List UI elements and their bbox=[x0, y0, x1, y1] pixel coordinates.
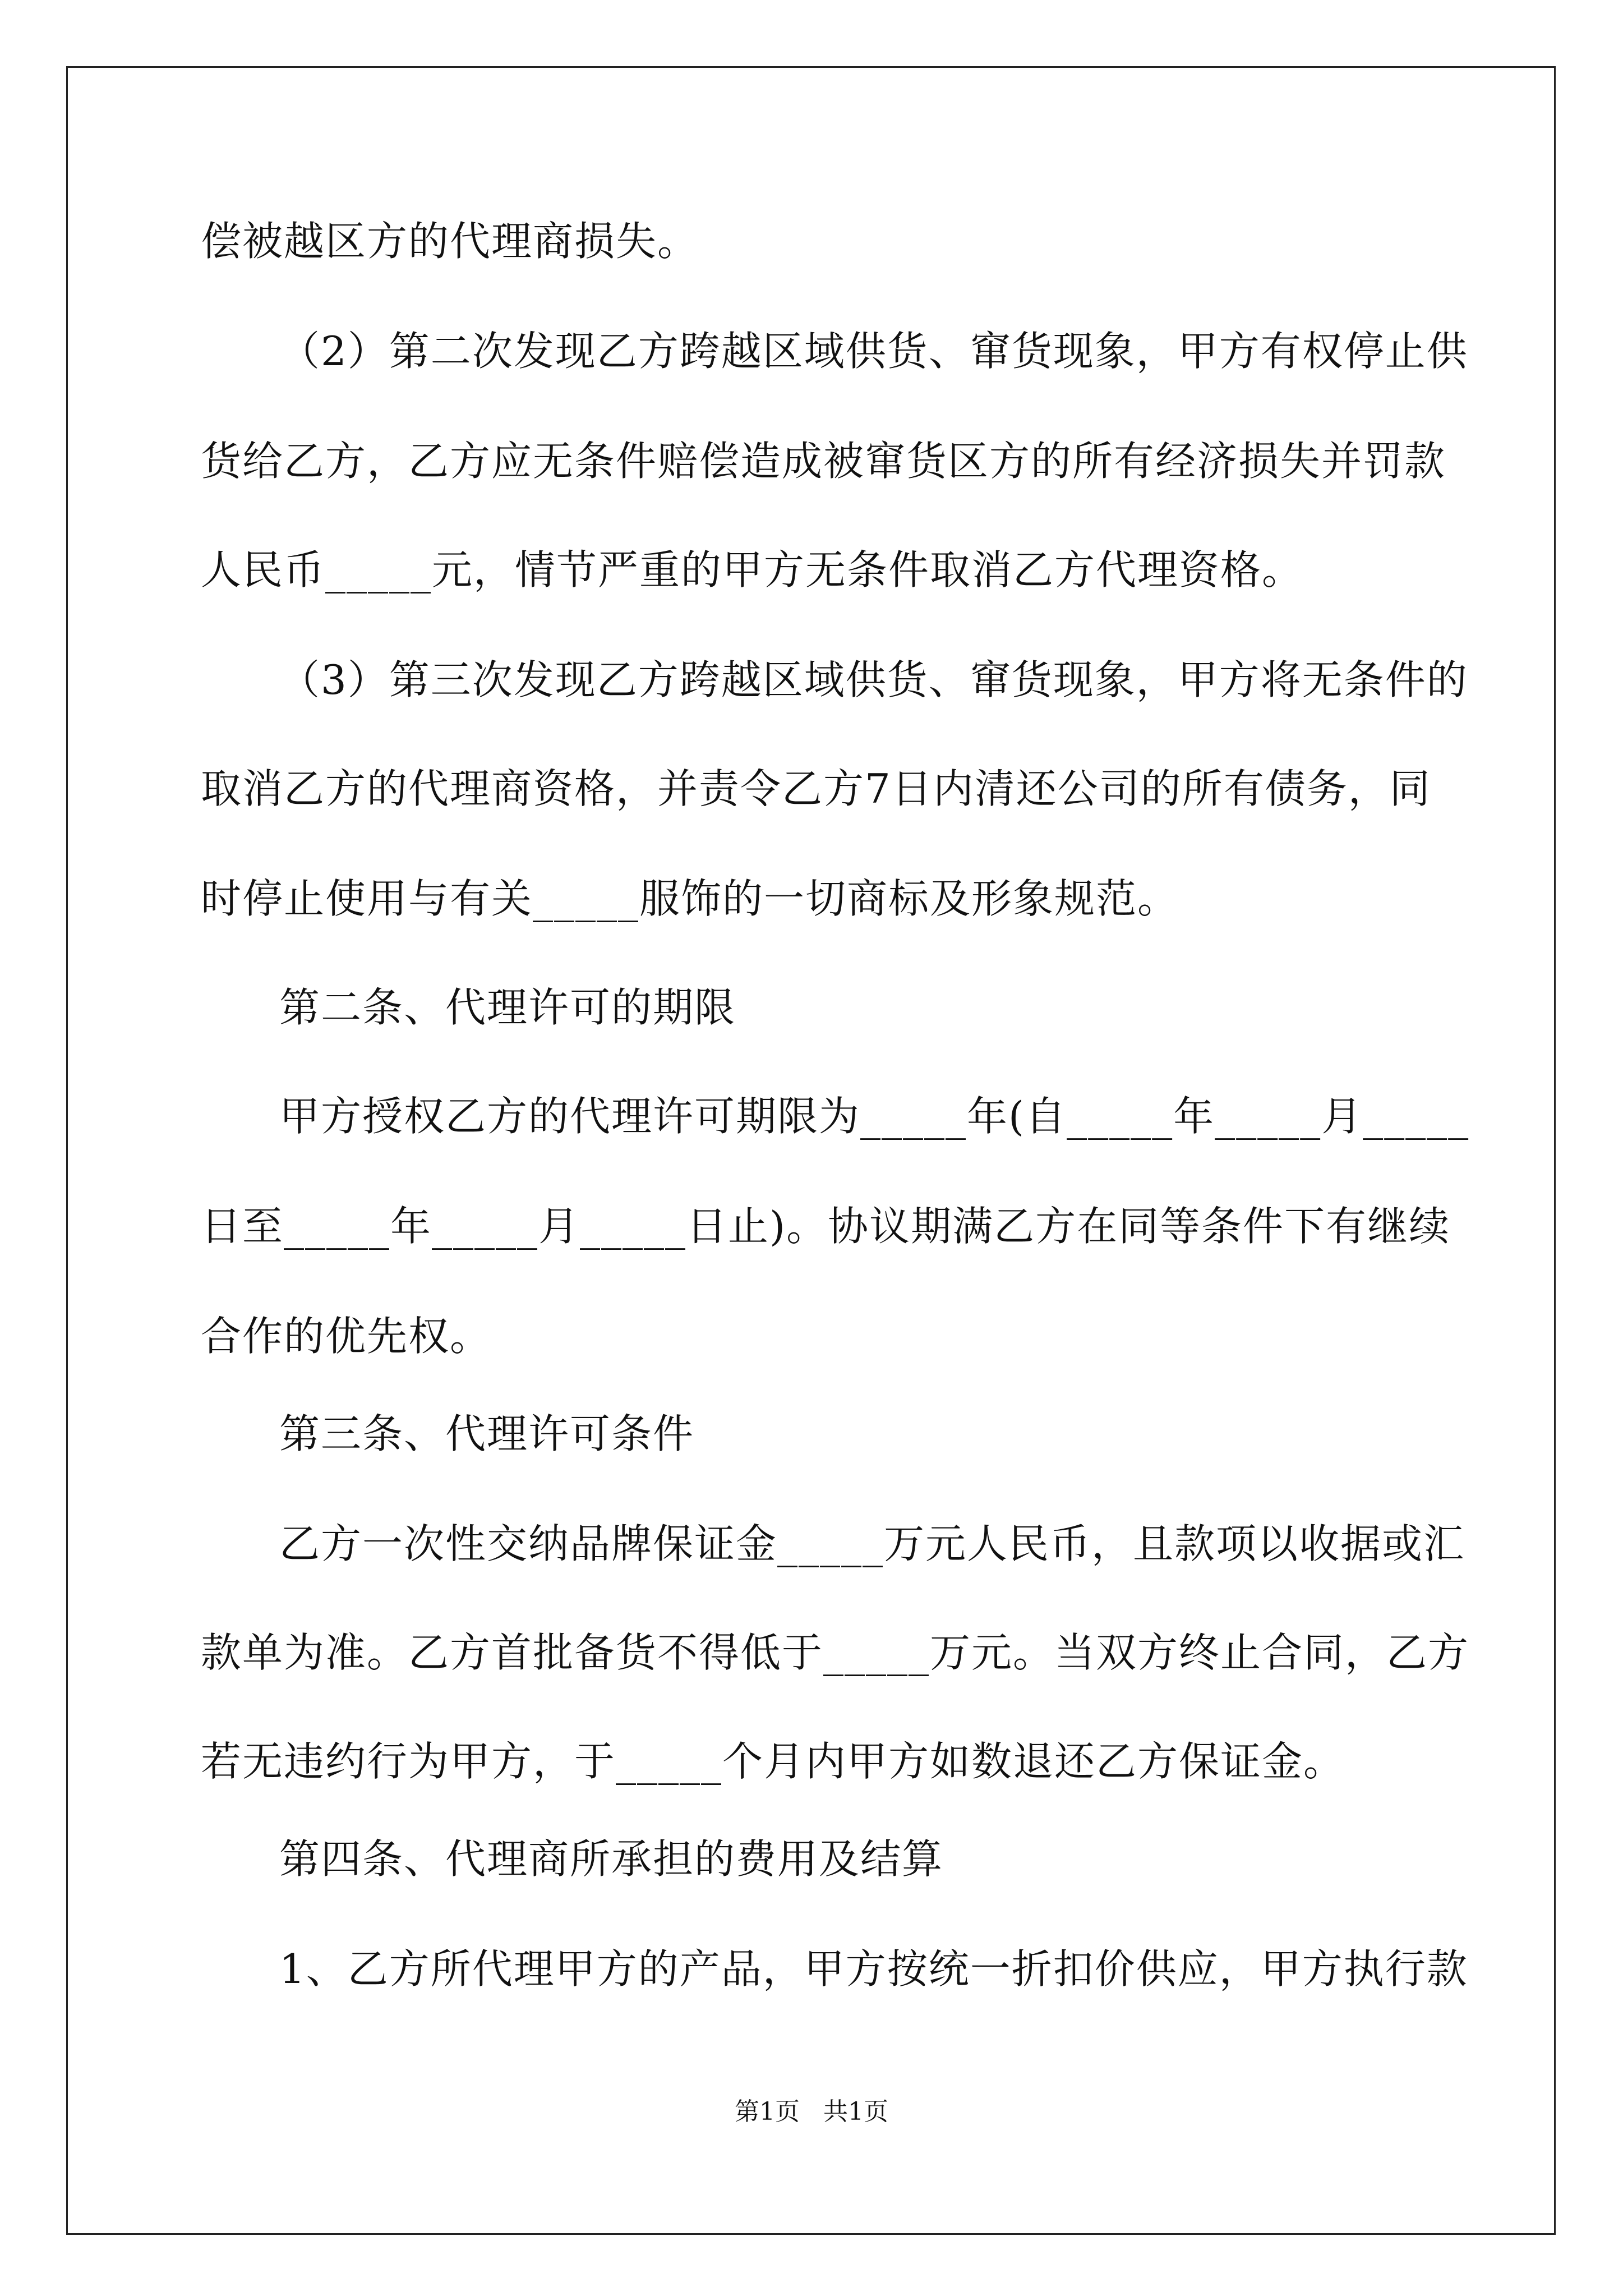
text-line: 款单为准。乙方首批备货不得低于_____万元。当双方终止合同，乙方 bbox=[201, 1629, 1470, 1676]
text-line: 日至_____年_____月_____日止)。协议期满乙方在同等条件下有继续 bbox=[201, 1203, 1451, 1250]
text-line: 乙方一次性交纳品牌保证金_____万元人民币，且款项以收据或汇 bbox=[279, 1520, 1465, 1567]
section-heading: 第四条、代理商所承担的费用及结算 bbox=[279, 1835, 944, 1883]
text-line: （3）第三次发现乙方跨越区域供货、窜货现象，甲方将无条件的 bbox=[279, 656, 1468, 703]
text-line: 偿被越区方的代理商损失。 bbox=[201, 218, 699, 265]
text-line: 取消乙方的代理商资格，并责令乙方7日内清还公司的所有债务，同 bbox=[201, 765, 1431, 812]
text-line: 货给乙方，乙方应无条件赔偿造成被窜货区方的所有经济损失并罚款 bbox=[201, 438, 1446, 485]
section-heading: 第三条、代理许可条件 bbox=[279, 1410, 695, 1457]
text-line: 1、乙方所代理甲方的产品，甲方按统一折扣价供应，甲方执行款 bbox=[279, 1945, 1468, 1993]
text-line: 若无违约行为甲方，于_____个月内甲方如数退还乙方保证金。 bbox=[201, 1738, 1345, 1785]
text-line: 时停止使用与有关_____服饰的一切商标及形象规范。 bbox=[201, 875, 1179, 922]
section-heading: 第二条、代理许可的期限 bbox=[279, 984, 736, 1031]
text-line: （2）第二次发现乙方跨越区域供货、窜货现象，甲方有权停止供 bbox=[279, 328, 1468, 375]
page-border bbox=[66, 66, 1556, 2235]
text-line: 甲方授权乙方的代理许可期限为_____年(自_____年_____月_____ bbox=[279, 1093, 1470, 1140]
page-number: 第1页 共1页 bbox=[735, 2097, 888, 2126]
text-line: 人民币_____元，情节严重的甲方无条件取消乙方代理资格。 bbox=[201, 546, 1304, 593]
text-line: 合作的优先权。 bbox=[201, 1313, 492, 1360]
